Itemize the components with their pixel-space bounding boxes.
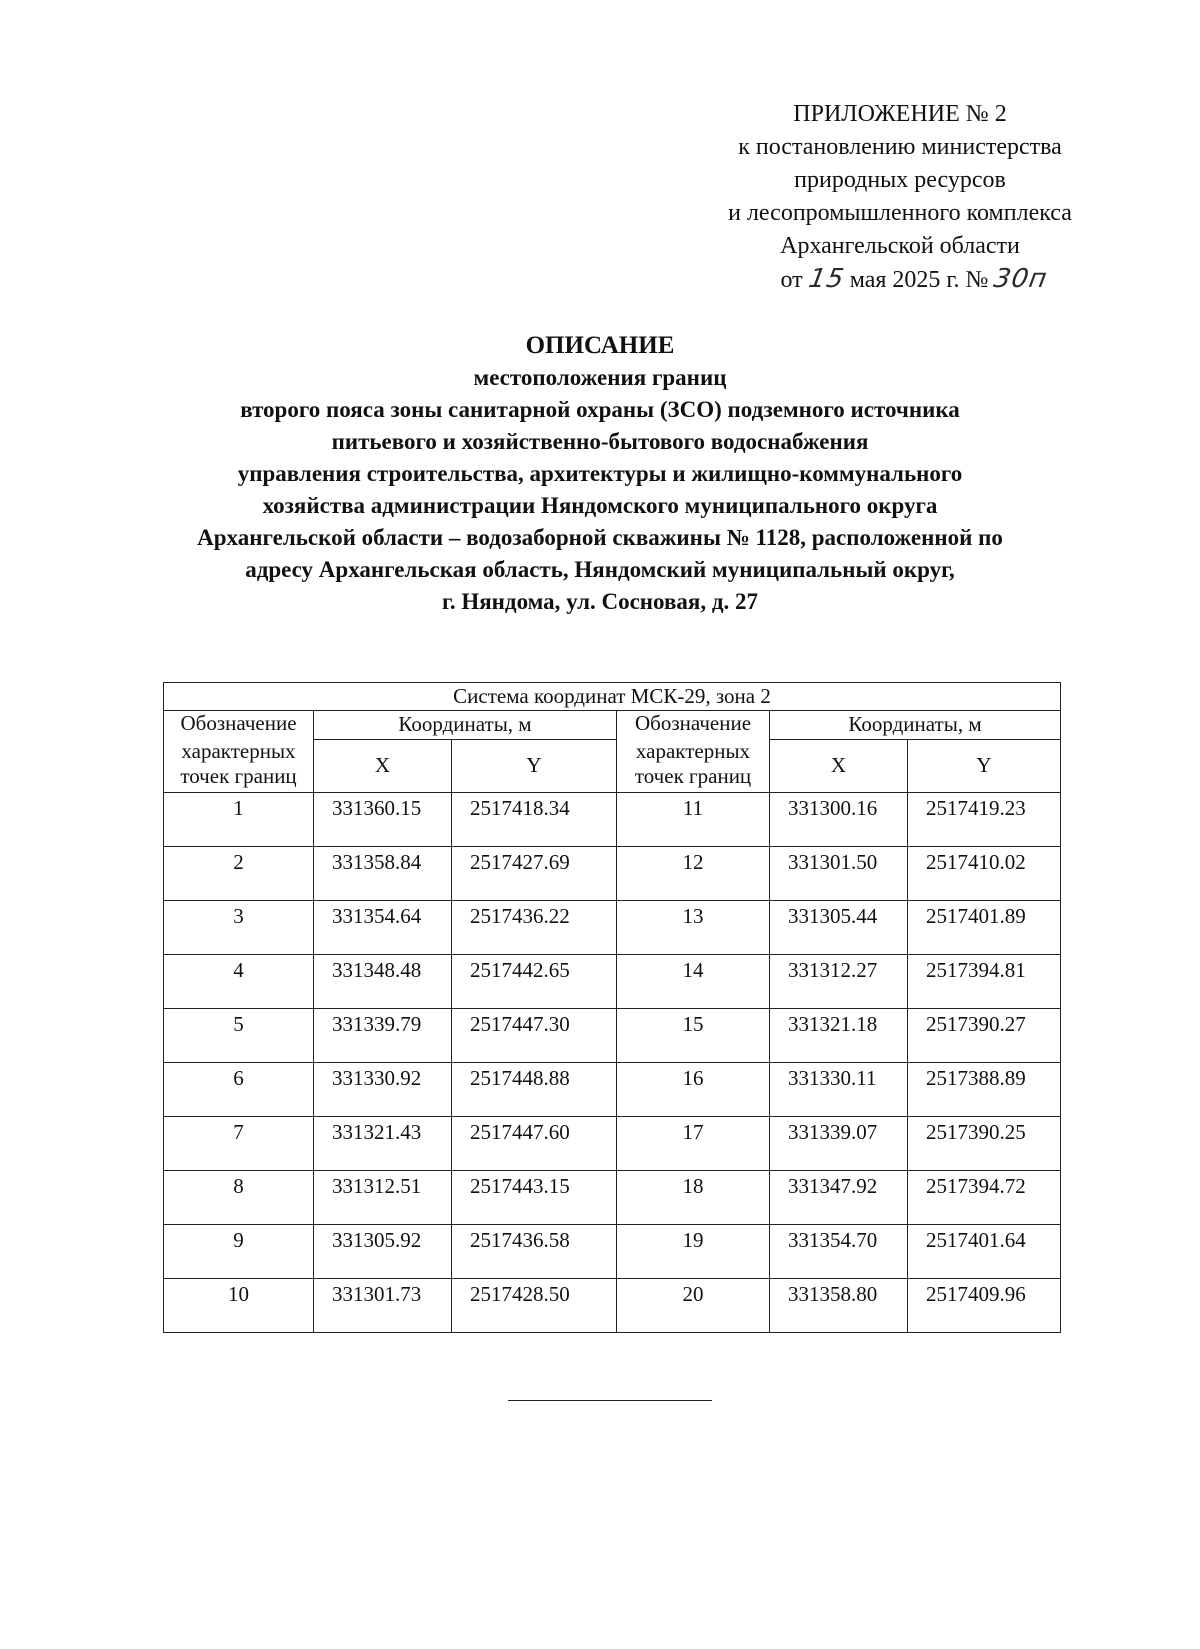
table-row — [164, 1116, 1061, 1170]
y-value: 2517443.15 — [452, 1170, 617, 1224]
x-value: 331354.64 — [314, 900, 452, 954]
coordinates-header: Координаты, м — [314, 711, 617, 740]
table-row — [164, 1062, 1061, 1116]
table-row — [164, 846, 1061, 900]
appendix-block — [680, 98, 1120, 297]
point-number: 6 — [164, 1062, 314, 1116]
x-value: 331360.15 — [314, 792, 452, 846]
x-value: 331305.92 — [314, 1224, 452, 1278]
y-header: Y — [908, 739, 1061, 792]
y-value: 2517410.02 — [908, 846, 1061, 900]
y-value: 2517427.69 — [452, 846, 617, 900]
x-value: 331312.51 — [314, 1170, 452, 1224]
point-number: 17 — [617, 1116, 770, 1170]
x-value: 331305.44 — [770, 900, 908, 954]
table-row — [164, 954, 1061, 1008]
x-header: X — [314, 739, 452, 792]
heading-line: питьевого и хозяйственно-бытового водоснабжения — [331, 429, 869, 454]
designation-header: Обозначение — [164, 711, 314, 740]
x-value: 331330.11 — [770, 1062, 908, 1116]
table-row — [164, 1278, 1061, 1332]
y-value: 2517394.81 — [908, 954, 1061, 1008]
point-number: 2 — [164, 846, 314, 900]
appendix-line-1: к постановлению министерства — [738, 134, 1062, 160]
point-number: 18 — [617, 1170, 770, 1224]
coordinate-system-header: Система координат МСК-29, зона 2 — [164, 683, 1061, 711]
point-number: 13 — [617, 900, 770, 954]
point-number: 3 — [164, 900, 314, 954]
y-value: 2517390.27 — [908, 1008, 1061, 1062]
point-number: 9 — [164, 1224, 314, 1278]
y-value: 2517442.65 — [452, 954, 617, 1008]
point-number: 8 — [164, 1170, 314, 1224]
y-header: Y — [452, 739, 617, 792]
appendix-line-2: природных ресурсов — [794, 167, 1006, 193]
y-value: 2517418.34 — [452, 792, 617, 846]
x-value: 331339.07 — [770, 1116, 908, 1170]
designation-header: Обозначение — [617, 711, 770, 740]
appendix-line-3: и лесопромышленного комплекса — [728, 200, 1072, 226]
x-value: 331358.84 — [314, 846, 452, 900]
y-value: 2517419.23 — [908, 792, 1061, 846]
y-value: 2517436.22 — [452, 900, 617, 954]
heading-line: хозяйства администрации Няндомского муниципального округа — [262, 493, 938, 518]
point-number: 14 — [617, 954, 770, 1008]
point-number: 7 — [164, 1116, 314, 1170]
y-value: 2517401.64 — [908, 1224, 1061, 1278]
coordinates-header: Координаты, м — [770, 711, 1061, 740]
table-row — [164, 1224, 1061, 1278]
x-value: 331312.27 — [770, 954, 908, 1008]
x-value: 331321.18 — [770, 1008, 908, 1062]
heading-line: г. Няндома, ул. Сосновая, д. 27 — [442, 589, 758, 614]
table-row — [164, 792, 1061, 846]
y-value: 2517447.30 — [452, 1008, 617, 1062]
point-number: 16 — [617, 1062, 770, 1116]
appendix-date-line — [680, 263, 1120, 297]
heading-line: управления строительства, архитектуры и жилищно-коммунального — [237, 461, 963, 486]
y-value: 2517447.60 — [452, 1116, 617, 1170]
appendix-line-4: Архангельской области — [780, 233, 1020, 259]
y-value: 2517388.89 — [908, 1062, 1061, 1116]
x-value: 331358.80 — [770, 1278, 908, 1332]
heading-line: второго пояса зоны санитарной охраны (ЗСО) подземного источника — [240, 397, 960, 422]
point-number: 15 — [617, 1008, 770, 1062]
date-prefix: от — [780, 267, 803, 293]
y-value: 2517436.58 — [452, 1224, 617, 1278]
appendix-title: ПРИЛОЖЕНИЕ № 2 — [793, 101, 1007, 127]
point-number: 4 — [164, 954, 314, 1008]
document-heading — [60, 330, 1140, 618]
coordinates-table — [163, 682, 1061, 1333]
point-number: 11 — [617, 792, 770, 846]
document-title: ОПИСАНИЕ — [525, 332, 675, 359]
x-value: 331347.92 — [770, 1170, 908, 1224]
x-header: X — [770, 739, 908, 792]
x-value: 331300.16 — [770, 792, 908, 846]
point-number: 20 — [617, 1278, 770, 1332]
y-value: 2517448.88 — [452, 1062, 617, 1116]
handwritten-number: 30п — [991, 264, 1051, 294]
heading-line: местоположения границ — [473, 365, 727, 390]
y-value: 2517390.25 — [908, 1116, 1061, 1170]
x-value: 331301.50 — [770, 846, 908, 900]
heading-line: Архангельской области – водозаборной скважины № 1128, расположенной по — [197, 525, 1003, 550]
heading-line: адресу Архангельская область, Няндомский муниципальный округ, — [245, 557, 955, 582]
table-row — [164, 900, 1061, 954]
x-value: 331321.43 — [314, 1116, 452, 1170]
handwritten-day: 15 — [806, 264, 847, 294]
point-number: 12 — [617, 846, 770, 900]
point-number: 19 — [617, 1224, 770, 1278]
point-number: 10 — [164, 1278, 314, 1332]
designation-header-cont: характерных точек границ — [164, 739, 314, 792]
y-value: 2517394.72 — [908, 1170, 1061, 1224]
designation-header-cont: характерных точек границ — [617, 739, 770, 792]
end-divider — [508, 1400, 712, 1401]
y-value: 2517409.96 — [908, 1278, 1061, 1332]
y-value: 2517401.89 — [908, 900, 1061, 954]
x-value: 331348.48 — [314, 954, 452, 1008]
x-value: 331354.70 — [770, 1224, 908, 1278]
x-value: 331339.79 — [314, 1008, 452, 1062]
table-row — [164, 1170, 1061, 1224]
date-rest: мая 2025 г. № — [849, 267, 989, 293]
y-value: 2517428.50 — [452, 1278, 617, 1332]
x-value: 331330.92 — [314, 1062, 452, 1116]
point-number: 5 — [164, 1008, 314, 1062]
x-value: 331301.73 — [314, 1278, 452, 1332]
table-row — [164, 1008, 1061, 1062]
point-number: 1 — [164, 792, 314, 846]
